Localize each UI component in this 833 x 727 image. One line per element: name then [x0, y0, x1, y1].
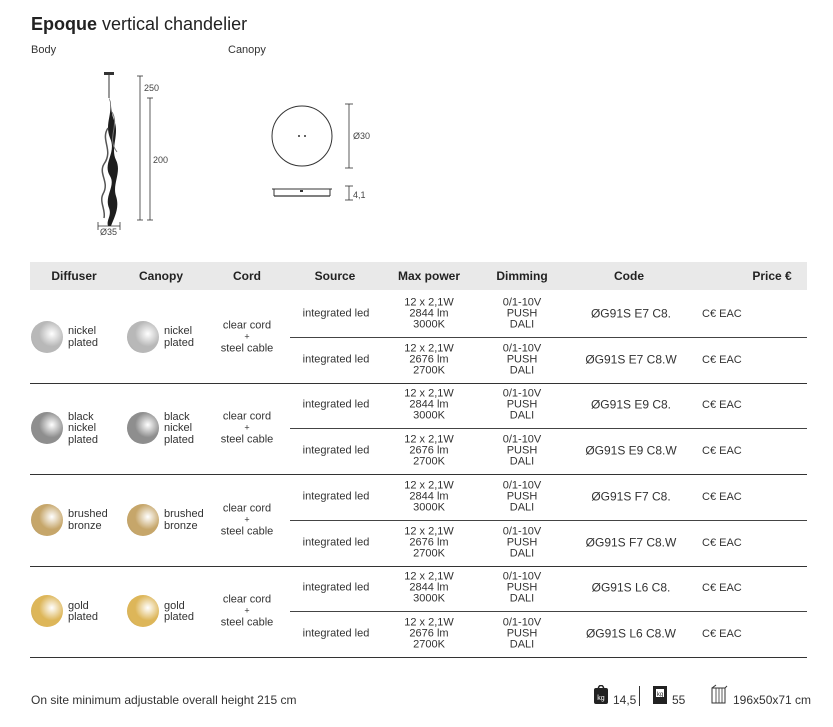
svg-text:kg: kg: [597, 695, 605, 702]
footer-divider: [639, 686, 640, 706]
diffuser-swatch: [31, 595, 63, 627]
code-cell: ØG91S E9 C8.W: [585, 443, 677, 458]
row-divider: [290, 611, 807, 612]
cord-label: +: [244, 514, 250, 525]
dimming-cell: PUSH: [506, 581, 538, 594]
dimming-cell: PUSH: [506, 398, 538, 411]
source-cell: integrated led: [302, 536, 370, 549]
net-weight-icon: [593, 685, 609, 705]
power-cell: 12 x 2,1W: [404, 525, 454, 538]
page-title: [31, 14, 247, 35]
diffuser-label: brushed: [68, 508, 108, 520]
dimming-cell: PUSH: [506, 353, 538, 366]
power-cell: 2700K: [413, 364, 445, 377]
source-cell: integrated led: [302, 627, 370, 640]
power-cell: 12 x 2,1W: [404, 616, 454, 629]
canopy-swatch: [127, 504, 159, 536]
diffuser-label: gold: [68, 599, 89, 612]
dim-body: 200: [153, 155, 169, 165]
source-cell: integrated led: [302, 307, 370, 320]
dimming-cell: 0/1-10V: [502, 479, 542, 492]
col-source: Source: [314, 269, 356, 283]
canopy-swatch: [127, 321, 159, 353]
cert-mark: C€ EAC: [702, 628, 742, 641]
source-cell: integrated led: [302, 581, 370, 594]
canopy-label: brushed: [164, 508, 204, 520]
dimming-cell: 0/1-10V: [502, 525, 542, 538]
diffuser-label: plated: [68, 611, 98, 623]
dimming-cell: DALI: [509, 409, 535, 422]
power-cell: 2676 lm: [409, 444, 449, 457]
canopy-label: black: [164, 410, 190, 423]
cert-mark: C€ EAC: [702, 399, 742, 412]
power-cell: 2844 lm: [409, 307, 449, 320]
code-cell: ØG91S E7 C8.W: [585, 352, 677, 367]
power-cell: 2844 lm: [409, 398, 449, 411]
col-code: Code: [614, 269, 644, 283]
power-cell: 2676 lm: [409, 536, 449, 549]
power-cell: 3000K: [413, 501, 445, 514]
package-icon: [710, 684, 728, 704]
power-cell: 2844 lm: [409, 581, 449, 594]
canopy-swatch: [127, 595, 159, 627]
dimming-cell: 0/1-10V: [502, 387, 542, 400]
diffuser-label: nickel: [68, 325, 97, 337]
code-cell: ØG91S F7 C8.: [591, 489, 671, 504]
canopy-swatch: [127, 412, 159, 444]
power-cell: 2676 lm: [409, 353, 449, 366]
diffuser-swatch: [31, 412, 63, 444]
power-cell: 12 x 2,1W: [404, 479, 454, 492]
cord-label: +: [244, 605, 250, 616]
body-drawing: [90, 68, 170, 240]
source-cell: integrated led: [302, 353, 370, 366]
row-divider: [290, 520, 807, 521]
canopy-label: plated: [164, 611, 194, 623]
power-cell: 3000K: [413, 592, 445, 605]
cert-mark: C€ EAC: [702, 582, 742, 595]
cert-mark: C€ EAC: [702, 536, 742, 549]
diffuser-label: bronze: [68, 519, 102, 532]
power-cell: 2700K: [413, 638, 445, 651]
power-cell: 3000K: [413, 318, 445, 331]
dimming-cell: PUSH: [506, 536, 538, 549]
cord-label: +: [244, 331, 250, 342]
cord-label: steel cable: [220, 616, 274, 629]
dimming-cell: DALI: [509, 455, 535, 468]
group-divider: [30, 566, 807, 567]
power-cell: 12 x 2,1W: [404, 433, 454, 446]
canopy-label: nickel: [164, 325, 193, 337]
cert-mark: C€ EAC: [702, 353, 742, 366]
power-cell: 12 x 2,1W: [404, 296, 454, 309]
body-label: Body: [31, 44, 57, 56]
footer-note: On site minimum adjustable overall height 215 cm: [31, 693, 297, 707]
source-cell: integrated led: [302, 398, 370, 411]
dimming-cell: DALI: [509, 638, 535, 651]
diffuser-swatch: [31, 321, 63, 353]
source-cell: integrated led: [302, 490, 370, 503]
col-dimming: Dimming: [496, 269, 548, 283]
cert-mark: C€ EAC: [702, 490, 742, 503]
dimming-cell: PUSH: [506, 490, 538, 503]
code-cell: ØG91S L6 C8.W: [585, 626, 677, 641]
canopy-label: Canopy: [228, 44, 266, 56]
dimming-cell: DALI: [509, 318, 535, 331]
dimming-cell: 0/1-10V: [502, 570, 542, 583]
canopy-label: bronze: [164, 519, 198, 532]
code-cell: ØG91S L6 C8.: [591, 580, 671, 595]
diffuser-label: plated: [68, 433, 98, 446]
power-cell: 2700K: [413, 547, 445, 560]
title-rest: vertical chandelier: [97, 14, 248, 34]
diffuser-label: black: [68, 410, 94, 423]
row-divider: [290, 337, 807, 338]
dimming-cell: PUSH: [506, 307, 538, 320]
package-dimensions: 196x50x71 cm: [733, 693, 812, 707]
cord-label: clear cord: [222, 593, 272, 606]
gross-weight: 55: [672, 693, 686, 707]
dimming-cell: 0/1-10V: [502, 342, 542, 355]
dimming-cell: 0/1-10V: [502, 616, 542, 629]
power-cell: 12 x 2,1W: [404, 342, 454, 355]
canopy-label: plated: [164, 336, 194, 349]
cord-label: clear cord: [222, 410, 272, 423]
dimming-cell: 0/1-10V: [502, 296, 542, 309]
title-bold: Epoque: [31, 14, 97, 34]
source-cell: integrated led: [302, 444, 370, 457]
col-cord: Cord: [233, 269, 261, 283]
col-max-power: Max power: [397, 269, 461, 283]
canopy-label: nickel: [164, 422, 193, 435]
code-cell: ØG91S E9 C8.: [590, 397, 672, 412]
dim-canopy-height: 4,1: [353, 190, 366, 200]
dim-body-diameter: Ø35: [100, 227, 118, 237]
canopy-label: gold: [164, 599, 185, 612]
dimming-cell: PUSH: [506, 627, 538, 640]
cert-mark: C€ EAC: [702, 445, 742, 458]
diffuser-swatch: [31, 504, 63, 536]
power-cell: 12 x 2,1W: [404, 570, 454, 583]
power-cell: 2700K: [413, 455, 445, 468]
diffuser-label: nickel: [68, 422, 97, 435]
power-cell: 12 x 2,1W: [404, 387, 454, 400]
canopy-label: plated: [164, 433, 194, 446]
col-price: Price €: [752, 269, 792, 283]
diffuser-label: plated: [68, 336, 98, 349]
group-divider: [30, 657, 807, 658]
dim-total: 250: [144, 83, 160, 93]
group-divider: [30, 383, 807, 384]
col-canopy: Canopy: [138, 269, 184, 283]
dimming-cell: DALI: [509, 592, 535, 605]
dimming-cell: DALI: [509, 547, 535, 560]
cord-label: steel cable: [220, 525, 274, 538]
code-cell: ØG91S F7 C8.W: [585, 535, 677, 550]
net-weight: 14,5: [613, 693, 637, 707]
dimming-cell: PUSH: [506, 444, 538, 457]
code-cell: ØG91S E7 C8.: [590, 306, 672, 321]
row-divider: [290, 428, 807, 429]
cord-label: clear cord: [222, 319, 272, 332]
dimming-cell: DALI: [509, 501, 535, 514]
col-diffuser: Diffuser: [51, 269, 97, 283]
dim-canopy-diameter: Ø30: [353, 131, 371, 141]
cord-label: +: [244, 422, 250, 433]
power-cell: 3000K: [413, 409, 445, 422]
svg-text:kg: kg: [656, 692, 664, 698]
cord-label: steel cable: [220, 433, 274, 446]
gross-weight-icon: [652, 685, 668, 705]
cord-label: steel cable: [220, 342, 274, 355]
cert-mark: C€ EAC: [702, 307, 742, 320]
cord-label: clear cord: [222, 502, 272, 515]
group-divider: [30, 474, 807, 475]
power-cell: 2676 lm: [409, 627, 449, 640]
power-cell: 2844 lm: [409, 490, 449, 503]
dimming-cell: 0/1-10V: [502, 433, 542, 446]
dimming-cell: DALI: [509, 364, 535, 377]
